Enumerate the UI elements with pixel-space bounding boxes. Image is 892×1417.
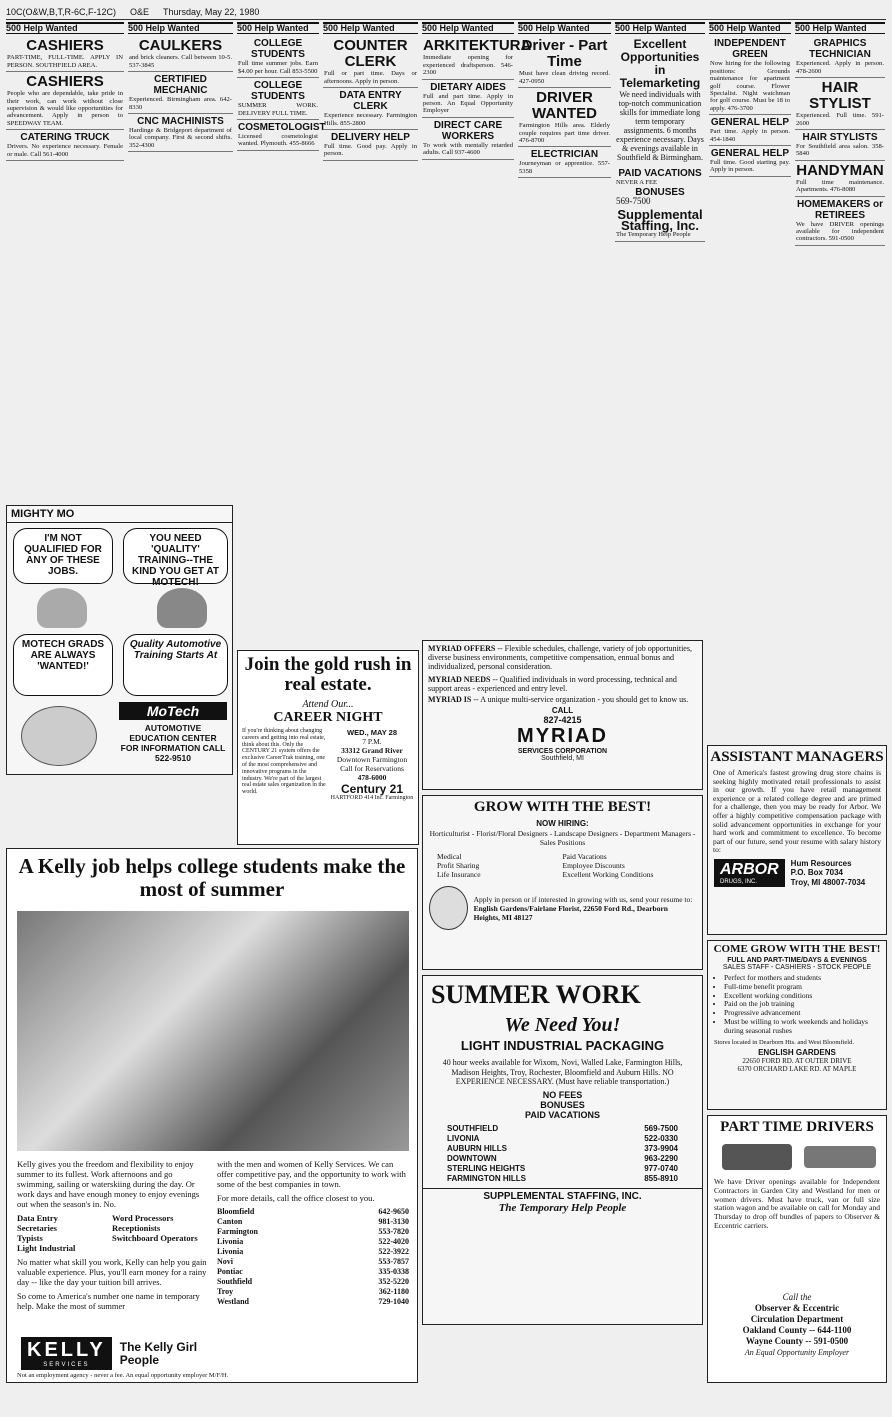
classified-ad — [518, 147, 611, 178]
ad-text: The Temporary Help People — [616, 231, 691, 239]
ad-subhead: We Need You! — [504, 1014, 621, 1036]
office-row: Livonia 522-3922 — [217, 1247, 409, 1256]
ad-body: 40 hour weeks available for Wixom, Novi, Walled Lake, Farmington Hills, Madison Heights, Troy, Rochester, Bloomfield and Auburn Hills. NO EXPERIENCE NECESSARY. (Must have reliable transportation.) — [442, 1058, 683, 1086]
event-address: 33312 Grand River — [341, 746, 403, 755]
ad-text: Farmington Hills area. Elderly couple requires part time driver. 476-8700 — [519, 122, 610, 145]
column-heading: 500 Help Wanted — [128, 22, 233, 34]
kelly-text-left — [17, 1159, 207, 1311]
ad-body: We have Driver openings available for Independent Contractors in Garden City and Westland for men or women drivers. Must have truck, van or full size station wagon and be available on call for Monday and Thursday to drop off bundles of papers to Observer & Eccentric carriers. — [714, 1177, 880, 1230]
office-row: Livonia 522-4020 — [217, 1237, 409, 1246]
bullet-item: • Progressive advancement — [724, 1009, 880, 1018]
column-heading: 500 Help Wanted — [709, 22, 791, 34]
store-address-2: 6370 ORCHARD LAKE RD. AT MAPLE — [737, 1065, 857, 1074]
store-address: 22650 FORD RD. AT OUTER DRIVE — [742, 1057, 852, 1066]
ad-headline: ELECTRICIAN — [530, 149, 599, 161]
classified-ad — [709, 115, 791, 146]
issue-date: Thursday, May 22, 1980 — [163, 6, 260, 17]
office-row: Bloomfield 642-9650 — [217, 1207, 409, 1216]
part-time-drivers-ad — [707, 1115, 887, 1383]
job-type: LIGHT INDUSTRIAL PACKAGING — [460, 1038, 665, 1053]
benefit-item: Paid Vacations — [562, 852, 607, 862]
ad-paragraph — [423, 695, 702, 706]
benefit-item: Life Insurance — [437, 870, 481, 880]
motech-logo: MoTech — [119, 702, 227, 720]
ad-text: -- Flexible schedules, challenge, variety of job opportunities, diverse business environments, competitive compensation, ennual bonus and individualized, personal consideration. — [428, 644, 692, 672]
office-row: Canton 981-3130 — [217, 1217, 409, 1226]
vacations: PAID VACATIONS — [524, 1109, 600, 1120]
kelly-services-ad — [6, 848, 418, 1383]
ad-keyword: MYRIAD NEEDS — [428, 674, 491, 684]
classified-ad — [128, 72, 233, 114]
ad-text: Hardinge & Bridgeport department of local company. First & second shifts. 352-4300 — [129, 127, 232, 149]
event-address-2: Downtown Farmington — [336, 755, 408, 764]
classified-ad — [323, 88, 418, 130]
ad-paragraph — [423, 675, 702, 695]
ad-headline: DELIVERY HELP — [331, 132, 410, 144]
speech-balloon: Quality Automotive Training Starts At — [123, 634, 228, 696]
ad-headline: SUMMER WORK — [431, 980, 641, 1009]
century21-ad — [237, 650, 419, 845]
ad-headline: CASHIERS — [26, 73, 104, 91]
section-code: 10C(O&W,B,T,R-6C,F-12C) — [6, 6, 117, 17]
arbor-drugs-ad — [707, 745, 887, 935]
contact-block — [708, 1292, 886, 1358]
ad-text: NEVER A FEE — [616, 179, 658, 187]
ad-keyword: MYRIAD OFFERS — [428, 644, 496, 653]
benefits-list — [423, 849, 702, 882]
classified-ad — [323, 36, 418, 88]
ad-text: Experienced. Full time. 591-2600 — [796, 112, 884, 127]
department-name-2: Circulation Department — [750, 1314, 844, 1324]
paper-name: O&E — [130, 6, 150, 17]
ad-body: One of America's fastest growing drug store chains is seeking highly motivated retail professionals to assist in our growth. If you have retail management experience or a related college degree and are primed for a challenge, then you may be ready for Arbor. We offer a highly competitive compensation package with solid advancement opportunities in exchange for your hard work and commitment to excellence. To become part of our future, send your resume with salary history to: — [713, 768, 881, 855]
hiring-label: NOW HIRING: — [536, 819, 589, 828]
classified-ad — [128, 114, 233, 152]
bullet-item: • Perfect for mothers and students — [724, 974, 880, 983]
office-row: FARMINGTON HILLS 855-8910 — [447, 1173, 678, 1183]
ad-headline: COLLEGE STUDENTS — [251, 80, 305, 103]
classified-ad — [6, 130, 124, 161]
ad-text: Part time. Apply in person. 454-1840 — [710, 128, 790, 143]
english-gardens-logo — [429, 886, 468, 930]
myriad-logo: MYRIAD — [517, 725, 608, 748]
classified-column-4 — [323, 22, 418, 662]
classified-ad — [422, 118, 514, 160]
ad-text: Full time. Good starting pay. Apply in person. — [710, 159, 790, 174]
benefit-item: Medical — [437, 852, 462, 862]
bullet-item: • Paid on the job training — [724, 1000, 880, 1009]
office-row: Novi 553-7857 — [217, 1257, 409, 1266]
ad-headline: Supplemental Staffing, Inc. — [617, 207, 703, 234]
column-heading: 500 Help Wanted — [6, 22, 124, 34]
office-row: Farmington 553-7820 — [217, 1227, 409, 1236]
classified-column-8 — [709, 22, 791, 742]
ad-text: Full time summer jobs. Earn $4.00 per hour. Call 853-5500 — [238, 60, 318, 75]
ad-headline: CAULKERS — [138, 37, 223, 55]
ad-headline: HOMEMAKERS or RETIREES — [796, 198, 884, 221]
myriad-ad — [422, 640, 703, 790]
office-list — [217, 1207, 409, 1307]
office-list — [423, 1120, 702, 1188]
classified-ad — [709, 146, 791, 177]
position-list: Horticulturist - Florist/Floral Designers - Landscape Designers - Department Managers - Sales Positions — [429, 829, 696, 847]
eoe-statement: An Equal Opportunity Employer — [744, 1348, 850, 1357]
page-header — [6, 4, 886, 20]
character-icon — [157, 588, 207, 628]
classified-column-6 — [518, 22, 611, 627]
event-details — [330, 728, 414, 803]
benefit-item: Profit Sharing — [437, 861, 480, 871]
ad-keyword: MYRIAD IS — [428, 695, 472, 705]
motech-info — [119, 702, 227, 772]
ad-headline: GRAPHICS TECHNICIAN — [809, 38, 871, 61]
classified-column-2 — [128, 22, 233, 502]
ad-text: Immediate opening for experienced draftsperson. 546-2300 — [423, 54, 513, 77]
station-wagon-icon — [804, 1146, 876, 1168]
company-city: Southfield, MI — [541, 755, 584, 763]
mailing-address: Hum Resources P.O. Box 7034 Troy, MI 48007-7034 — [790, 858, 866, 887]
classified-column-7 — [615, 22, 705, 742]
ad-headline: PART TIME DRIVERS — [720, 1119, 874, 1135]
office-row: Southfield 352-5220 — [217, 1277, 409, 1286]
ad-headline: CNC MACHINISTS — [137, 116, 224, 128]
office-row: SOUTHFIELD 569-7500 — [447, 1123, 678, 1133]
character-icon — [21, 706, 97, 766]
ad-headline: CATERING TRUCK — [20, 132, 110, 144]
call-label: CALL — [551, 706, 574, 716]
column-heading: 500 Help Wanted — [422, 22, 514, 34]
ad-text: We have DRIVER openings available for independent contractors. 591-0500 — [796, 220, 884, 243]
summer-photo — [17, 911, 409, 1151]
motech-ad — [6, 505, 233, 775]
school-phone: FOR INFORMATION CALL 522-9510 — [120, 743, 226, 763]
company-tagline: The Temporary Help People — [498, 1201, 627, 1214]
ad-headline: COSMETOLOGIST — [238, 122, 326, 134]
ad-headline: A Kelly job helps college students make the most of summer — [18, 854, 406, 901]
ad-headline: DATA ENTRY CLERK — [339, 90, 402, 113]
ad-headline: GENERAL HELP — [710, 148, 790, 160]
ad-headline: PAID VACATIONS — [618, 168, 702, 180]
benefit-item: Excellent Working Conditions — [562, 870, 654, 880]
county-phone-2: Wayne County -- 591-0500 — [745, 1336, 849, 1346]
arbor-logo: ARBOR DRUGS, INC. — [714, 859, 785, 887]
ad-body: If you're thinking about changing careers and getting into real estate, think about this. Only the CENTURY 21 system offers the exclusive CareerTrak training, one of the most comprehensive and innovative programs in the industry. We're part of the largest real estate sales organization in the world. — [242, 728, 326, 796]
speech-balloon: MOTECH GRADS ARE ALWAYS 'WANTED!' — [13, 634, 113, 696]
event-title: CAREER NIGHT — [273, 710, 383, 725]
column-heading: 500 Help Wanted — [615, 22, 705, 34]
classified-ad — [323, 130, 418, 161]
kelly-tagline: The Kelly Girl People — [119, 1339, 198, 1367]
ad-text: We need individuals with top-notch communication skills for immediate long term temporary assignments. 6 months experience necessary. Days & evenings available in Southfield & Birmingham. — [616, 90, 704, 163]
ad-paragraph — [423, 641, 702, 675]
office-row: DOWNTOWN 963-2290 — [447, 1153, 678, 1163]
event-phone: 478-6000 — [357, 773, 387, 782]
ad-text: and brick cleaners. Call between 10-5. 537-3845 — [129, 54, 232, 69]
classified-column-3 — [237, 22, 326, 662]
office-row: Pontiac 335-0338 — [217, 1267, 409, 1276]
ad-headline: HAIR STYLIST — [809, 79, 871, 113]
character-icon — [37, 588, 87, 628]
company-tag: SERVICES CORPORATION — [517, 748, 608, 756]
century21-logo: Century 21 — [340, 782, 404, 796]
english-gardens-stores-ad — [707, 940, 887, 1110]
ad-text: Journeyman or apprentice. 557-5358 — [519, 160, 610, 175]
ad-headline: DIETARY AIDES — [430, 81, 506, 93]
ad-text: Must have clean driving record. 427-0950 — [519, 70, 610, 85]
kelly-logo: KELLY SERVICES — [21, 1337, 112, 1370]
classified-ad — [6, 36, 124, 72]
event-date: WED., MAY 28 — [346, 728, 398, 737]
ad-headline: GROW WITH THE BEST! — [473, 799, 652, 815]
classified-ad — [709, 36, 791, 115]
classified-ad — [237, 78, 319, 120]
classified-ad — [795, 36, 885, 78]
classified-ad — [422, 36, 532, 79]
store-name: ENGLISH GARDENS — [758, 1048, 836, 1058]
classified-ad — [128, 36, 233, 72]
ad-headline: CASHIERS — [26, 37, 104, 55]
classified-ad — [518, 88, 611, 147]
ad-text: SUMMER WORK. DELIVERY FULL TIME. — [238, 102, 318, 117]
ad-headline: HANDYMAN — [796, 161, 884, 179]
apply-text: Apply in person or if interested in growing with us, send your resume to: — [473, 894, 693, 904]
ad-text: Full or part time. Days or afternoons. Apply in person. — [324, 70, 417, 85]
ad-headline: CERTIFIED MECHANIC — [153, 74, 208, 97]
speech-balloon: I'M NOT QUALIFIED FOR ANY OF THESE JOBS. — [13, 528, 113, 584]
classified-ad — [237, 120, 326, 151]
event-address-3: Call for Reservations — [340, 764, 404, 773]
ad-headline: Excellent Opportunities in Telemarketing — [619, 37, 701, 91]
office-row: AUBURN HILLS 373-9904 — [447, 1143, 678, 1153]
ad-text: Drivers. No experience necessary. Female or male. Call 561-4000 — [7, 143, 123, 158]
classified-ad — [615, 36, 705, 241]
classified-ad — [795, 78, 885, 130]
ad-text: -- Qualified individuals in word processing, technical and support areas - experienced and entry level. — [428, 674, 677, 693]
bullet-item: • Must be willing to work weekends and holidays during seasonal rushes — [724, 1018, 880, 1036]
ad-text: Experience necessary. Farmington Hills. 855-2800 — [324, 112, 417, 127]
ad-text: Experienced. Apply in person. 478-2600 — [796, 60, 884, 75]
comic-title: MIGHTY MO — [7, 506, 232, 523]
fine-print: Not an employment agency - never a fee. An equal opportunity employer M/F/H. — [17, 1372, 229, 1379]
classified-ad — [518, 36, 611, 88]
ad-body: Kelly gives you the freedom and flexibility to enjoy summer to its fullest. Work afternoons and go swimming, sailing or waterskiing during the day. Or work days and have enough money to enjoy evenings out when the season's in. No. — [17, 1159, 200, 1209]
ad-body-5: For more details, call the office closest to you. — [217, 1193, 375, 1203]
office-row: Troy 362-1180 — [217, 1287, 409, 1296]
classified-ad — [795, 161, 885, 197]
ad-text: Full and part time. Apply in person. An Equal Opportunity Employer — [423, 92, 513, 115]
office-row: STERLING HEIGHTS 977-0740 — [447, 1163, 678, 1173]
english-gardens-ad — [422, 795, 703, 970]
company-name: SUPPLEMENTAL STAFFING, INC. — [423, 1188, 702, 1202]
column-heading: 500 Help Wanted — [237, 22, 319, 34]
ad-headline: ASSISTANT MANAGERS — [710, 749, 884, 765]
school-name: AUTOMOTIVE EDUCATION CENTER — [129, 723, 217, 743]
ad-text: Full time. Good pay. Apply in person. — [324, 143, 417, 158]
ad-headline: ARKITEKTURA — [423, 37, 532, 55]
ad-headline: BONUSES — [635, 186, 685, 198]
bullet-item: • Excellent working conditions — [724, 992, 880, 1001]
ad-subhead: Attend Our... — [302, 699, 354, 710]
office-row: Westland 729-1040 — [217, 1297, 409, 1306]
mailing-address: English Gardens/Fairlane Florist, 22650 Ford Rd., Dearborn Heights, MI 48127 — [473, 903, 668, 922]
ad-text: Licensed cosmetologist wanted. Plymouth. 455-8666 — [238, 133, 318, 148]
classified-column-5 — [422, 22, 532, 627]
ad-headline: COME GROW WITH THE BEST! — [713, 943, 881, 955]
ad-subhead-2: SALES STAFF - CASHIERS - STOCK PEOPLE — [722, 964, 872, 971]
speech-balloon: YOU NEED 'QUALITY' TRAINING--THE KIND YOU GET AT MOTECH! — [123, 528, 228, 584]
classified-ad — [795, 197, 885, 246]
ad-text: PART-TIME, FULL-TIME. APPLY IN PERSON. SOUTHFIELD AREA. — [7, 54, 123, 69]
no-fees: NO FEES — [542, 1089, 583, 1100]
ad-text: -- A unique multi-service organization - you should get to know us. — [473, 695, 689, 705]
ad-text: For Southfield area salon. 358-5840 — [796, 143, 884, 158]
store-note: Stores located in Dearborn Hts. and West Bloomfield. — [714, 1038, 854, 1046]
ad-subhead: FULL AND PART-TIME/DAYS & EVENINGS — [727, 957, 867, 964]
ad-headline: Join the gold rush in real estate. — [244, 654, 412, 695]
column-heading: 500 Help Wanted — [323, 22, 418, 34]
ad-headline: COUNTER CLERK — [333, 37, 408, 71]
ad-text: Experienced. Birmingham area. 642-8330 — [129, 96, 232, 111]
benefit-item: Employee Discounts — [562, 861, 625, 871]
county-phone: Oakland County -- 644-1100 — [742, 1325, 852, 1335]
classified-ad — [795, 130, 885, 161]
ad-text: 569-7500 — [616, 195, 651, 206]
column-heading: 500 Help Wanted — [518, 22, 611, 34]
classified-ad — [6, 72, 124, 130]
bullet-item: • Full-time benefit program — [724, 983, 880, 992]
bullet-list — [708, 971, 886, 1039]
ad-text: Now hiring for the following positions: Grounds maintenance for apartment golf course. Flower Specialist. Night watchman for golf course. Must be 18 to apply. 476-3700 — [710, 60, 790, 112]
ad-text: People who are dependable, take pride in their work, can work without close supervision & would like opportunities for advancement. Apply in person to SPEEDWAY TEAM. — [7, 90, 123, 127]
ad-text: Full time maintenance. Apartments. 476-8080 — [796, 178, 884, 194]
ad-headline: DIRECT CARE WORKERS — [433, 119, 503, 142]
department-name: Observer & Eccentric — [754, 1303, 840, 1313]
ad-headline: Driver - Part Time — [521, 37, 608, 71]
job-list: Data Entry Word Processors Secretaries Receptionists Typists Switchboard Operators Light Industrial — [17, 1213, 198, 1253]
ad-headline: HAIR STYLISTS — [802, 132, 878, 144]
column-heading: 500 Help Wanted — [795, 22, 885, 34]
ad-body-4: with the men and women of Kelly Services. We can offer competitive pay, and the opportunity to work with some of the best companies in town. — [217, 1159, 406, 1189]
classified-ad — [237, 36, 319, 78]
office-name: HARTFORD 414 Inc. Farmington — [330, 795, 414, 801]
ad-phone: 827-4215 — [543, 715, 582, 726]
ad-headline: GENERAL HELP — [710, 117, 790, 129]
kelly-text-right — [217, 1159, 409, 1307]
ad-headline: INDEPENDENT GREEN — [714, 38, 786, 61]
call-label: Call the — [782, 1292, 812, 1302]
ad-body-3: So come to America's number one name in temporary help. Make the most of summer — [17, 1291, 200, 1311]
classified-column-1 — [6, 22, 124, 502]
bonuses: BONUSES — [540, 1099, 585, 1110]
ad-headline: DRIVER WANTED — [532, 89, 597, 123]
kelly-logo-block — [21, 1337, 200, 1370]
truck-icon — [722, 1144, 792, 1170]
summer-work-ad — [422, 975, 703, 1325]
ad-text: To work with mentally retarded adults. Call 937-4600 — [423, 141, 513, 157]
event-time: 7 P.M. — [362, 737, 382, 746]
classified-ad — [422, 80, 514, 118]
ad-headline: COLLEGE STUDENTS — [251, 38, 305, 61]
ad-body-2: No matter what skill you work, Kelly can help you gain valuable experience. Plus, you'll earn money for a rainy day -- like the day your tuition bill arrives. — [17, 1257, 207, 1287]
office-row: LIVONIA 522-0330 — [447, 1133, 678, 1143]
